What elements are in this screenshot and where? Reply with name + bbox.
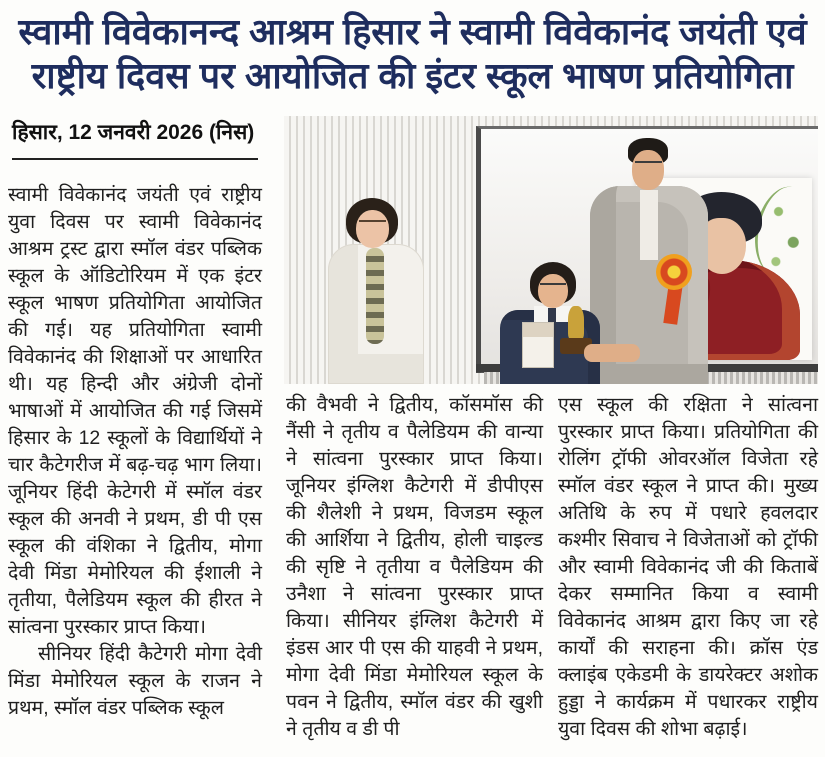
man-shirt xyxy=(640,190,658,260)
rosette-badge xyxy=(656,254,692,290)
paragraph: स्वामी विवेकानंद जयंती एवं राष्ट्रीय युवा दिवस पर स्वामी विवेकानंद आश्रम ट्रस्ट द्वारा स्मॉल वंडर पब्लिक स्कूल के ऑडिटोरियम में एक इंटर स्कूल भाषण प्रतियोगिता आयोजित की गई। यह प्रतियोगिता स्वामी विवेकानंद की शिक्षाओं पर आधारित थी। यह हिन्दी और अंग्रेजी दोनों भाषाओं में आयोजित की गई जिसमें हिसार के 12 स्कूलों के विद्यार्थियों ने चार कैटेगरीज में बढ़-चढ़ भाग लिया। जूनियर हिंदी केटेगरी में स्मॉल वंडर स्कूल की अनवी ने प्रथम, डी पी एस स्कूल की वंशिका ने द्वितीय, मोगा देवी मिंडा मेमोरियल की ईशाली ने तृतीया, पैलेडियम स्कूल की हीरत ने सांत्वना पुरस्कार प्राप्त किया। xyxy=(8,184,262,638)
article-column-left xyxy=(8,182,262,752)
man-glasses xyxy=(635,161,662,170)
prize-book xyxy=(522,322,554,368)
paragraph: की वैभवी ने द्वितीय, कॉसमॉस की नैंसी ने तृतीय व पैलेडियम की वान्या ने सांत्वना पुरस्कार प्राप्त किया। जूनियर इंग्लिश कैटेगरी में डीपीएस की शैलेशी ने प्रथम, विजडम स्कूल की आर्शिया ने द्वितीय, होली चाइल्ड की सृष्टि ने तृतीया व पैलेडियम की उनैशा ने सांत्वना पुरस्कार प्राप्त किया। सीनियर इंग्लिश कैटेगरी में इंडस आर पी एस की याहवी ने प्रथम, मोगा देवी मिंडा मेमोरियल स्कूल के पवन ने द्वितीय, स्मॉल वंडर की खुशी ने तृतीय व डी पी xyxy=(286,394,543,740)
article-column-middle xyxy=(286,392,543,752)
woman-scarf xyxy=(366,248,384,344)
headline-line-1: स्वामी विवेकानन्द आश्रम हिसार ने स्वामी विवेकानंद जयंती एवं xyxy=(18,11,807,52)
man-face xyxy=(632,150,664,190)
student-glasses xyxy=(540,283,566,291)
hands-exchanging-trophy xyxy=(584,344,640,362)
news-photo xyxy=(284,116,818,384)
woman-face xyxy=(356,210,389,248)
woman-glasses xyxy=(359,220,386,229)
article-column-right xyxy=(558,392,818,752)
paragraph: सीनियर हिंदी कैटेगरी मोगा देवी मिंडा मेमोरियल स्कूल के राजन ने प्रथम, स्मॉल वंडर पब्लिक स्कूल xyxy=(8,643,262,719)
trophy xyxy=(568,306,584,340)
dateline: हिसार, 12 जनवरी 2026 (निस) xyxy=(12,121,255,144)
paragraph: एस स्कूल की रक्षिता ने सांत्वना पुरस्कार प्राप्त किया। प्रतियोगिता की रोलिंग ट्रॉफी ओवरऑल विजेता रहे स्मॉल वंडर स्कूल ने प्राप्त की। मुख्य अतिथि के रुप में पधारे हवलदार कश्मीर सिवाच ने विजेताओं को ट्रॉफी और स्वामी विवेकानंद जी की किताबें देकर सम्मानित किया व स्वामी विवेकानंद आश्रम द्वारा किए जा रहे कार्यों की सराहना की। क्रॉस एंड क्लाइंब एकेडमी के डायरेक्टर अशोक हुड्डा ने कार्यक्रम में पधारकर राष्ट्रीय युवा दिवस की शोभा बढ़ाई। xyxy=(558,394,818,740)
masthead xyxy=(0,10,825,98)
headline-line-2: राष्ट्रीय दिवस पर आयोजित की इंटर स्कूल भाषण प्रतियोगिता xyxy=(31,55,794,96)
dateline-rule xyxy=(12,158,258,160)
student-face xyxy=(538,274,568,308)
